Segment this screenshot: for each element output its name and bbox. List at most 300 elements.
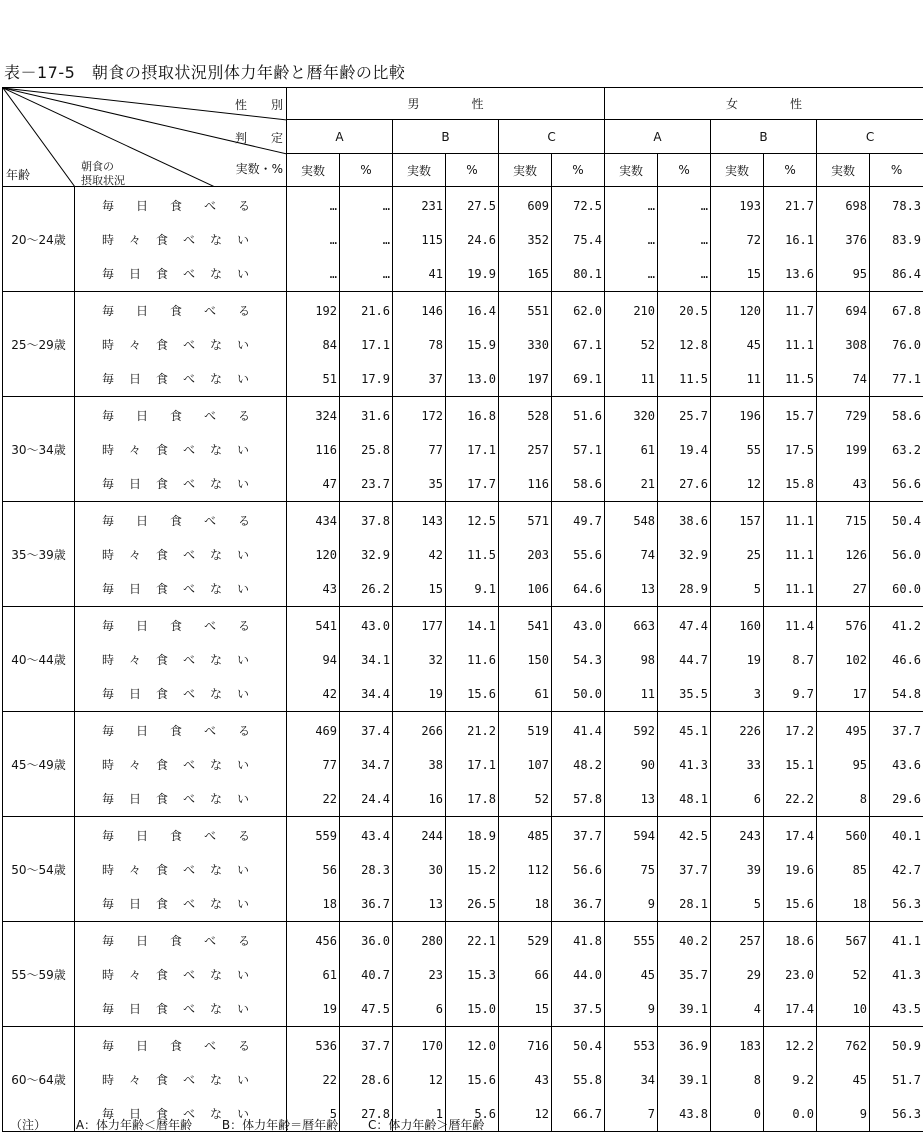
value: 15.6 [467, 687, 496, 701]
male-header: 男 性 [287, 88, 605, 120]
value: 12.0 [467, 1039, 496, 1053]
pct-cell [870, 292, 923, 397]
value: … [382, 233, 390, 247]
pct-cell [552, 502, 605, 607]
value: 560 [845, 829, 868, 843]
value: 78 [428, 338, 443, 352]
pct-cell [658, 502, 711, 607]
pct-cell [340, 607, 393, 712]
value: 98 [640, 653, 656, 667]
judgment-label: 判 定 [234, 131, 283, 145]
value: 257 [527, 443, 549, 457]
value: … [700, 233, 709, 247]
pct-cell [552, 817, 605, 922]
value: 553 [633, 1039, 656, 1053]
value: 210 [633, 304, 656, 318]
value: 115 [421, 233, 443, 247]
pct-cell [552, 292, 605, 397]
count-cell [499, 607, 552, 712]
value: 69.1 [573, 372, 603, 386]
count-cell [499, 712, 552, 817]
pct-cell [870, 607, 923, 712]
value: 16.1 [785, 233, 815, 247]
value: 61 [322, 968, 337, 982]
value: 34.4 [361, 687, 390, 701]
count-header: 実数 [499, 154, 552, 187]
pct-cell [658, 187, 711, 292]
value: 47.5 [361, 1002, 390, 1016]
value: 45 [746, 338, 762, 352]
value: 34 [640, 1073, 656, 1087]
value: 15.6 [785, 897, 815, 911]
value: 37 [428, 372, 443, 386]
value: 64.6 [573, 582, 603, 596]
intake-label: 毎日食べる [102, 934, 273, 948]
grade-header: A [287, 120, 393, 154]
value: 28.3 [361, 863, 390, 877]
value: 31.6 [361, 409, 390, 423]
value: 47.4 [679, 619, 709, 633]
pct-cell [764, 817, 817, 922]
value: 83.9 [892, 233, 922, 247]
pct-cell [658, 397, 711, 502]
value: 43.8 [679, 1107, 709, 1121]
value: 38 [428, 758, 443, 772]
value: 60.0 [892, 582, 922, 596]
value: 15.8 [785, 477, 815, 491]
value: 456 [315, 934, 337, 948]
value: 46.6 [892, 653, 922, 667]
intake-label: 毎日食べる [102, 829, 273, 843]
pct-cell [658, 922, 711, 1027]
value: 729 [845, 409, 868, 423]
value: 16.8 [467, 409, 496, 423]
value: 17.2 [785, 724, 815, 738]
value: 35.7 [679, 968, 709, 982]
count-cell [393, 397, 446, 502]
intake-cell [75, 397, 287, 502]
age-group-row [3, 397, 923, 502]
value: 13 [640, 582, 656, 596]
value: 32.9 [361, 548, 390, 562]
value: 15.7 [785, 409, 815, 423]
pct-cell [446, 712, 499, 817]
intake-label: 毎日食べる [102, 199, 273, 213]
value: 5 [753, 582, 762, 596]
pct-cell [552, 922, 605, 1027]
value: 13.0 [467, 372, 496, 386]
value: 485 [527, 829, 549, 843]
value: 17.4 [785, 1002, 815, 1016]
intake-label: 毎日食べない [102, 267, 265, 281]
value: 41.3 [679, 758, 709, 772]
value: 54.8 [892, 687, 922, 701]
value: 160 [739, 619, 762, 633]
value: 74 [640, 548, 656, 562]
value: 469 [315, 724, 337, 738]
value: 40.1 [892, 829, 922, 843]
intake-label: 毎日食べない [102, 582, 265, 596]
value: 56 [322, 863, 337, 877]
value: 120 [315, 548, 337, 562]
value: … [329, 199, 337, 213]
count-cell [499, 502, 552, 607]
pct-cell [870, 187, 923, 292]
pct-cell [658, 292, 711, 397]
count-cell [711, 502, 764, 607]
note-c: C：体力年齢＞暦年齢 [367, 1118, 485, 1132]
value: 40.7 [361, 968, 390, 982]
value: 62.0 [573, 304, 603, 318]
intake-label: 時々食べない [102, 968, 265, 982]
value: 22 [322, 792, 337, 806]
age-cell: 50～54歳 [3, 817, 75, 922]
count-cell [817, 712, 870, 817]
value: … [382, 199, 390, 213]
value: 39.1 [679, 1073, 709, 1087]
count-cell [287, 817, 340, 922]
value: 15 [534, 1002, 549, 1016]
grade-header: C [817, 120, 923, 154]
value: 13 [640, 792, 656, 806]
value: 3 [753, 687, 762, 701]
value: … [647, 199, 656, 213]
value: 16.4 [467, 304, 496, 318]
value: 716 [527, 1039, 549, 1053]
value: 17.1 [467, 443, 496, 457]
intake-label: 毎日食べる [102, 514, 273, 528]
pct-cell [446, 502, 499, 607]
count-cell [499, 397, 552, 502]
value: 51.7 [892, 1073, 922, 1087]
fitness-age-table [2, 87, 923, 1132]
age-group-row [3, 922, 923, 1027]
count-cell [711, 1027, 764, 1132]
value: 43.4 [361, 829, 390, 843]
value: 694 [845, 304, 868, 318]
count-cell [287, 712, 340, 817]
value: 555 [633, 934, 656, 948]
grade-header: C [499, 120, 605, 154]
value: 39.1 [679, 1002, 709, 1016]
value: 41.8 [573, 934, 603, 948]
value: 21 [640, 477, 656, 491]
value: 199 [845, 443, 868, 457]
value: 48.1 [679, 792, 709, 806]
count-cell [605, 502, 658, 607]
intake-cell [75, 187, 287, 292]
value: 34.1 [361, 653, 390, 667]
value: 576 [845, 619, 868, 633]
value: 192 [315, 304, 337, 318]
value: 26.5 [467, 897, 496, 911]
age-label: 年齢 [6, 168, 31, 182]
value: 27.5 [467, 199, 496, 213]
value: 45 [640, 968, 656, 982]
pct-cell [446, 607, 499, 712]
value: 19.9 [467, 267, 496, 281]
pct-cell [446, 292, 499, 397]
value: … [382, 267, 390, 281]
count-cell [817, 1027, 870, 1132]
pct-cell [340, 712, 393, 817]
value: 37.4 [361, 724, 390, 738]
value: 11.1 [785, 548, 815, 562]
measure-label: 実数・% [235, 162, 283, 176]
count-cell [605, 922, 658, 1027]
value: 25.7 [679, 409, 709, 423]
value: 9 [647, 1002, 656, 1016]
value: 28.1 [679, 897, 709, 911]
value: 77.1 [892, 372, 922, 386]
value: 35 [428, 477, 443, 491]
pct-header: % [446, 154, 499, 187]
value: 41.4 [573, 724, 603, 738]
intake-label: 毎日食べない [102, 792, 265, 806]
count-cell [817, 817, 870, 922]
value: 594 [633, 829, 656, 843]
value: 36.0 [361, 934, 390, 948]
count-cell [287, 187, 340, 292]
pct-cell [446, 187, 499, 292]
value: 106 [527, 582, 549, 596]
value: 5 [753, 897, 762, 911]
value: 43 [534, 1073, 549, 1087]
value: 42.5 [679, 829, 709, 843]
value: 183 [739, 1039, 762, 1053]
value: 11.5 [467, 548, 496, 562]
pct-cell [658, 607, 711, 712]
value: … [329, 233, 337, 247]
value: 1 [435, 1107, 443, 1121]
value: 541 [527, 619, 549, 633]
value: 77 [322, 758, 337, 772]
sex-label: 性 別 [234, 98, 283, 112]
value: 26.2 [361, 582, 390, 596]
value: 51.6 [573, 409, 603, 423]
count-cell [711, 607, 764, 712]
value: 37.7 [361, 1039, 390, 1053]
intake-label: 毎日食べない [102, 477, 265, 491]
value: 120 [739, 304, 762, 318]
value: … [647, 233, 656, 247]
value: 56.6 [573, 863, 603, 877]
value: 66.7 [573, 1107, 603, 1121]
value: 51 [322, 372, 337, 386]
count-cell [605, 187, 658, 292]
intake-label: 毎日食べる [102, 1039, 273, 1053]
value: 27.8 [361, 1107, 390, 1121]
count-cell [499, 922, 552, 1027]
value: 8 [753, 1073, 762, 1087]
value: 58.6 [892, 409, 922, 423]
intake-cell [75, 502, 287, 607]
value: 17.1 [361, 338, 390, 352]
pct-cell [764, 502, 817, 607]
value: 17.5 [785, 443, 815, 457]
pct-cell [340, 817, 393, 922]
note-prefix: （注） [10, 1118, 47, 1132]
value: 29 [746, 968, 762, 982]
value: 20.5 [679, 304, 709, 318]
age-cell: 45～49歳 [3, 712, 75, 817]
count-cell [817, 922, 870, 1027]
value: 18.6 [785, 934, 815, 948]
value: 25 [746, 548, 762, 562]
value: 308 [845, 338, 868, 352]
intake-label: 時々食べない [102, 443, 265, 457]
value: 11.5 [679, 372, 709, 386]
value: 43.6 [892, 758, 922, 772]
value: 43 [852, 477, 868, 491]
value: 352 [527, 233, 549, 247]
value: 19 [746, 653, 762, 667]
count-cell [605, 292, 658, 397]
pct-cell [446, 922, 499, 1027]
value: 15.0 [467, 1002, 496, 1016]
value: 50.4 [573, 1039, 603, 1053]
value: 36.7 [361, 897, 390, 911]
age-cell: 35～39歳 [3, 502, 75, 607]
value: 63.2 [892, 443, 922, 457]
value: 226 [739, 724, 762, 738]
value: 21.7 [785, 199, 815, 213]
value: 43.0 [573, 619, 603, 633]
pct-cell [658, 817, 711, 922]
count-cell [817, 292, 870, 397]
value: 11 [640, 372, 656, 386]
pct-cell [552, 712, 605, 817]
count-cell [287, 292, 340, 397]
value: 41.2 [892, 619, 922, 633]
intake-label-2: 摂取状況 [81, 174, 125, 187]
count-cell [393, 712, 446, 817]
value: 55.6 [573, 548, 603, 562]
pct-cell [658, 712, 711, 817]
age-group-row [3, 187, 923, 292]
value: 52 [852, 968, 868, 982]
value: 17.7 [467, 477, 496, 491]
age-group-row [3, 817, 923, 922]
count-cell [605, 607, 658, 712]
table-title: 表－17-5 朝食の摂取状況別体力年齢と暦年齢の比較 [4, 63, 406, 82]
pct-cell [658, 1027, 711, 1132]
value: 43.0 [361, 619, 390, 633]
count-cell [711, 817, 764, 922]
value: 116 [315, 443, 337, 457]
intake-label: 毎日食べない [102, 1107, 265, 1121]
value: 44.7 [679, 653, 709, 667]
intake-cell [75, 712, 287, 817]
count-header: 実数 [817, 154, 870, 187]
count-header: 実数 [605, 154, 658, 187]
value: 56.3 [892, 1107, 922, 1121]
value: 21.2 [467, 724, 496, 738]
value: 698 [845, 199, 868, 213]
value: 22.2 [785, 792, 815, 806]
value: 143 [421, 514, 443, 528]
value: 243 [739, 829, 762, 843]
value: 80.1 [573, 267, 603, 281]
count-header: 実数 [711, 154, 764, 187]
value: 231 [421, 199, 443, 213]
intake-label-1: 朝食の [81, 160, 114, 173]
age-cell: 60～64歳 [3, 1027, 75, 1132]
value: 41.1 [892, 934, 922, 948]
value: 15.3 [467, 968, 496, 982]
value: 28.9 [679, 582, 709, 596]
value: 75.4 [573, 233, 603, 247]
pct-cell [764, 922, 817, 1027]
value: 15.1 [785, 758, 815, 772]
count-cell [393, 502, 446, 607]
value: 43 [322, 582, 337, 596]
pct-cell [340, 922, 393, 1027]
value: 170 [421, 1039, 443, 1053]
value: 12.5 [467, 514, 496, 528]
value: 74 [852, 372, 868, 386]
age-cell: 25～29歳 [3, 292, 75, 397]
value: 33 [746, 758, 762, 772]
value: 17 [852, 687, 868, 701]
value: 11.7 [785, 304, 815, 318]
value: 12 [428, 1073, 443, 1087]
pct-cell [764, 187, 817, 292]
age-cell: 30～34歳 [3, 397, 75, 502]
count-cell [287, 607, 340, 712]
pct-cell [340, 502, 393, 607]
pct-cell [340, 292, 393, 397]
value: 44.0 [573, 968, 603, 982]
value: 30 [428, 863, 443, 877]
count-cell [287, 922, 340, 1027]
value: 19.4 [679, 443, 709, 457]
count-cell [817, 397, 870, 502]
intake-cell [75, 292, 287, 397]
value: 42 [428, 548, 443, 562]
value: 42.7 [892, 863, 922, 877]
age-cell: 20～24歳 [3, 187, 75, 292]
count-header: 実数 [287, 154, 340, 187]
value: 15.9 [467, 338, 496, 352]
value: 67.8 [892, 304, 922, 318]
pct-cell [870, 817, 923, 922]
value: 24.4 [361, 792, 390, 806]
count-cell [499, 817, 552, 922]
value: 45 [852, 1073, 868, 1087]
value: 12.2 [785, 1039, 815, 1053]
value: 5.6 [474, 1107, 496, 1121]
value: … [329, 267, 337, 281]
value: 9 [859, 1107, 868, 1121]
note-b: B：体力年齢＝暦年齢 [221, 1118, 339, 1132]
value: 45.1 [679, 724, 709, 738]
value: 10 [852, 1002, 868, 1016]
value: 0.0 [792, 1107, 815, 1121]
pct-cell [764, 1027, 817, 1132]
pct-cell [870, 1027, 923, 1132]
value: 16 [428, 792, 443, 806]
value: 52 [640, 338, 656, 352]
value: 8.7 [792, 653, 815, 667]
value: 11 [640, 687, 656, 701]
value: 86.4 [892, 267, 922, 281]
pct-cell [870, 502, 923, 607]
value: 551 [527, 304, 549, 318]
value: 84 [322, 338, 337, 352]
pct-cell [764, 292, 817, 397]
value: … [700, 199, 709, 213]
